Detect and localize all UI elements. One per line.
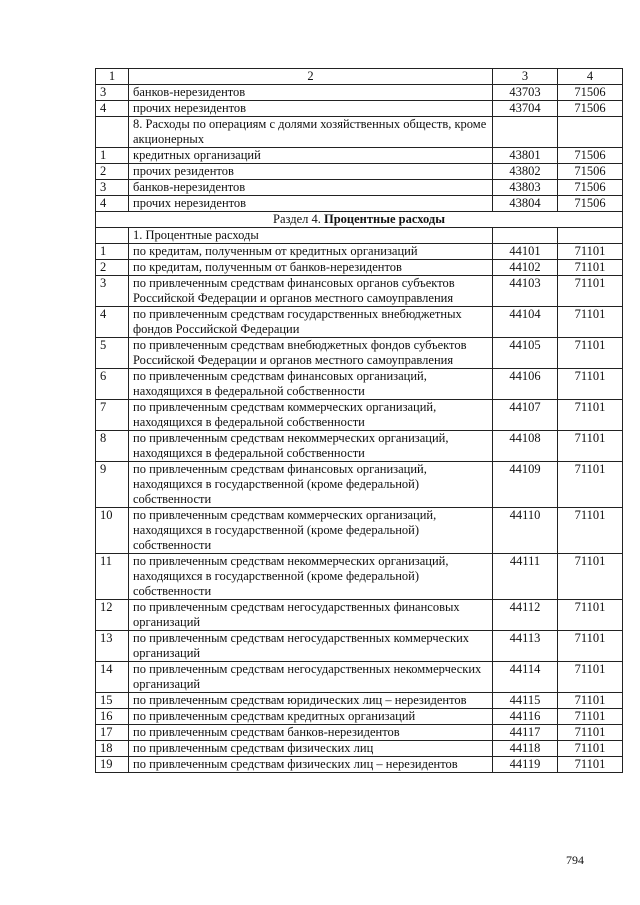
table-row (96, 276, 623, 307)
row-name: по привлеченным средствам коммерческих организаций, находящихся в государственной (кроме федеральной) собственности (129, 508, 493, 554)
row-name: по привлеченным средствам юридических лиц – нерезидентов (129, 693, 493, 709)
row-symbol-code: 71101 (558, 757, 623, 773)
table-row (96, 117, 623, 148)
header-col-4: 4 (558, 69, 623, 85)
table-row (96, 709, 623, 725)
row-account-code: 43802 (493, 164, 558, 180)
row-number: 14 (96, 662, 129, 693)
row-symbol-code: 71101 (558, 725, 623, 741)
table-row (96, 164, 623, 180)
row-symbol-code: 71101 (558, 554, 623, 600)
row-account-code: 44114 (493, 662, 558, 693)
row-account-code: 44111 (493, 554, 558, 600)
row-account-code: 43803 (493, 180, 558, 196)
row-account-code: 44106 (493, 369, 558, 400)
row-symbol-code: 71101 (558, 431, 623, 462)
row-number: 19 (96, 757, 129, 773)
row-account-code: 44116 (493, 709, 558, 725)
row-name: по привлеченным средствам коммерческих организаций, находящихся в федеральной собственности (129, 400, 493, 431)
row-symbol-code (558, 117, 623, 148)
row-symbol-code: 71101 (558, 276, 623, 307)
row-number: 18 (96, 741, 129, 757)
section-prefix: Раздел 4. (273, 212, 324, 226)
row-name: по привлеченным средствам финансовых органов субъектов Российской Федерации и органов местного самоуправления (129, 276, 493, 307)
row-symbol-code: 71506 (558, 196, 623, 212)
row-name: прочих резидентов (129, 164, 493, 180)
row-number: 3 (96, 85, 129, 101)
row-name: банков-нерезидентов (129, 180, 493, 196)
row-account-code: 43801 (493, 148, 558, 164)
table-header-row (96, 69, 623, 85)
row-name: по привлеченным средствам негосударственных коммерческих организаций (129, 631, 493, 662)
row-number: 3 (96, 180, 129, 196)
row-symbol-code: 71101 (558, 244, 623, 260)
row-name: по привлеченным средствам финансовых организаций, находящихся в государственной (кроме федеральной) собственности (129, 462, 493, 508)
row-number: 2 (96, 164, 129, 180)
table-row (96, 85, 623, 101)
table-row (96, 307, 623, 338)
row-number: 17 (96, 725, 129, 741)
row-number: 1 (96, 244, 129, 260)
row-name: по кредитам, полученным от банков-нерезидентов (129, 260, 493, 276)
table-row (96, 338, 623, 369)
table-row (96, 662, 623, 693)
row-account-code: 44103 (493, 276, 558, 307)
table-row (96, 180, 623, 196)
table-row (96, 631, 623, 662)
row-account-code (493, 117, 558, 148)
row-account-code: 44105 (493, 338, 558, 369)
table-row (96, 725, 623, 741)
row-name: 1. Процентные расходы (129, 228, 493, 244)
row-name: по привлеченным средствам государственных внебюджетных фондов Российской Федерации (129, 307, 493, 338)
row-name: по привлеченным средствам негосударственных финансовых организаций (129, 600, 493, 631)
table-row (96, 554, 623, 600)
table-row (96, 431, 623, 462)
row-account-code: 44118 (493, 741, 558, 757)
row-name: прочих нерезидентов (129, 196, 493, 212)
row-number: 5 (96, 338, 129, 369)
row-name: прочих нерезидентов (129, 101, 493, 117)
row-number: 8 (96, 431, 129, 462)
row-name: по привлеченным средствам некоммерческих организаций, находящихся в государственной (кроме федеральной) собственности (129, 554, 493, 600)
row-number (96, 228, 129, 244)
row-number (96, 117, 129, 148)
row-symbol-code: 71506 (558, 180, 623, 196)
row-number: 15 (96, 693, 129, 709)
row-name: банков-нерезидентов (129, 85, 493, 101)
section-heading-row (96, 212, 623, 228)
row-symbol-code (558, 228, 623, 244)
row-number: 6 (96, 369, 129, 400)
row-name: по привлеченным средствам внебюджетных фондов субъектов Российской Федерации и органов местного самоуправления (129, 338, 493, 369)
row-account-code: 43804 (493, 196, 558, 212)
page-number: 794 (566, 853, 584, 867)
row-number: 16 (96, 709, 129, 725)
row-symbol-code: 71506 (558, 101, 623, 117)
row-account-code: 44104 (493, 307, 558, 338)
row-account-code: 43704 (493, 101, 558, 117)
table-row (96, 369, 623, 400)
row-symbol-code: 71101 (558, 307, 623, 338)
row-number: 10 (96, 508, 129, 554)
row-symbol-code: 71101 (558, 260, 623, 276)
header-col-1: 1 (96, 69, 129, 85)
table-row (96, 400, 623, 431)
row-symbol-code: 71506 (558, 148, 623, 164)
row-number: 12 (96, 600, 129, 631)
row-name: по привлеченным средствам негосударственных некоммерческих организаций (129, 662, 493, 693)
table-row (96, 148, 623, 164)
row-symbol-code: 71101 (558, 631, 623, 662)
section-heading (96, 212, 623, 228)
row-account-code: 44110 (493, 508, 558, 554)
section-title: Процентные расходы (324, 212, 445, 226)
row-account-code: 44119 (493, 757, 558, 773)
row-number: 1 (96, 148, 129, 164)
row-number: 7 (96, 400, 129, 431)
row-symbol-code: 71506 (558, 85, 623, 101)
row-number: 13 (96, 631, 129, 662)
row-symbol-code: 71101 (558, 508, 623, 554)
row-account-code (493, 228, 558, 244)
row-symbol-code: 71101 (558, 462, 623, 508)
table-row (96, 757, 623, 773)
row-symbol-code: 71101 (558, 400, 623, 431)
row-symbol-code: 71506 (558, 164, 623, 180)
row-account-code: 44115 (493, 693, 558, 709)
table-row (96, 101, 623, 117)
row-number: 4 (96, 307, 129, 338)
table-row (96, 741, 623, 757)
row-account-code: 44101 (493, 244, 558, 260)
row-name: по привлеченным средствам некоммерческих организаций, находящихся в федеральной собственности (129, 431, 493, 462)
row-account-code: 44108 (493, 431, 558, 462)
row-symbol-code: 71101 (558, 741, 623, 757)
row-name: по кредитам, полученным от кредитных организаций (129, 244, 493, 260)
row-name: по привлеченным средствам кредитных организаций (129, 709, 493, 725)
row-number: 9 (96, 462, 129, 508)
row-symbol-code: 71101 (558, 709, 623, 725)
row-account-code: 44109 (493, 462, 558, 508)
row-symbol-code: 71101 (558, 600, 623, 631)
table-row (96, 693, 623, 709)
row-symbol-code: 71101 (558, 693, 623, 709)
account-table (95, 68, 623, 773)
row-name: 8. Расходы по операциям с долями хозяйственных обществ, кроме акционерных (129, 117, 493, 148)
table-row (96, 196, 623, 212)
table-row (96, 600, 623, 631)
row-account-code: 44102 (493, 260, 558, 276)
row-account-code: 44107 (493, 400, 558, 431)
row-number: 3 (96, 276, 129, 307)
row-symbol-code: 71101 (558, 662, 623, 693)
table-row (96, 508, 623, 554)
header-col-2: 2 (129, 69, 493, 85)
table-row (96, 462, 623, 508)
row-account-code: 44117 (493, 725, 558, 741)
row-name: по привлеченным средствам физических лиц – нерезидентов (129, 757, 493, 773)
row-symbol-code: 71101 (558, 369, 623, 400)
table-row (96, 260, 623, 276)
row-name: по привлеченным средствам финансовых организаций, находящихся в федеральной собственности (129, 369, 493, 400)
table-row (96, 244, 623, 260)
table-row (96, 228, 623, 244)
row-name: по привлеченным средствам физических лиц (129, 741, 493, 757)
header-col-3: 3 (493, 69, 558, 85)
row-account-code: 43703 (493, 85, 558, 101)
row-number: 11 (96, 554, 129, 600)
row-name: по привлеченным средствам банков-нерезидентов (129, 725, 493, 741)
row-symbol-code: 71101 (558, 338, 623, 369)
row-number: 2 (96, 260, 129, 276)
row-account-code: 44113 (493, 631, 558, 662)
row-number: 4 (96, 101, 129, 117)
row-number: 4 (96, 196, 129, 212)
row-name: кредитных организаций (129, 148, 493, 164)
row-account-code: 44112 (493, 600, 558, 631)
